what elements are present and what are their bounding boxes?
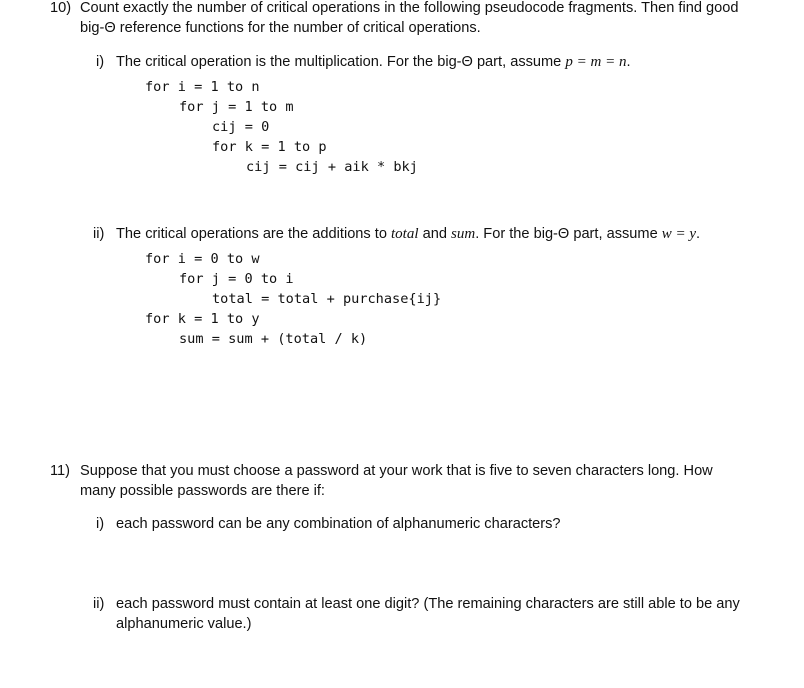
q10-part-ii-math-total: total (391, 226, 419, 242)
code-line: total = total + purchase{ij} (212, 291, 442, 307)
q11-part-ii-text-line-1: each password must contain at least one digit? (The remaining characters are still able to be any (116, 596, 740, 612)
q10-part-ii-text-a: The critical operations are the additions to (116, 226, 387, 242)
code-line: for i = 0 to w (145, 251, 260, 267)
q10-part-ii-text-b: and (422, 226, 447, 242)
q10-part-i-text: The critical operation is the multiplication. For the big-Θ part, assume (116, 54, 562, 70)
question-10-number: 10) (50, 0, 72, 16)
q10-part-ii-label: ii) (93, 226, 105, 242)
q10-part-i-math: p = m = n (565, 54, 627, 70)
code-line: sum = sum + (total / k) (179, 331, 368, 347)
code-line: for j = 0 to i (179, 271, 294, 287)
question-10-text-line-2: big-Θ reference functions for the number of critical operations. (80, 20, 481, 36)
q10-part-i-period: . (626, 54, 631, 70)
q11-part-ii-label: ii) (93, 596, 105, 612)
q10-part-ii-period: . (696, 226, 701, 242)
q10-part-ii-math-sum: sum (451, 226, 476, 242)
q10-part-ii-math-wy: w = y (661, 226, 697, 242)
code-line: for i = 1 to n (145, 79, 260, 95)
question-11-number: 11) (50, 463, 71, 479)
q10-part-ii-prompt (116, 225, 700, 243)
code-line: cij = 0 (212, 119, 270, 135)
q10-part-ii-text-c: . For the big-Θ part, assume (475, 226, 658, 242)
code-line: for j = 1 to m (179, 99, 294, 115)
q10-part-i-label: i) (96, 54, 105, 70)
question-10-text-line-1: Count exactly the number of critical operations in the following pseudocode fragments. Then find good (80, 0, 739, 16)
code-line: for k = 1 to p (212, 139, 327, 155)
question-11-text-line-1: Suppose that you must choose a password at your work that is five to seven characters long. How (80, 463, 713, 479)
q10-part-i-prompt (116, 53, 631, 71)
question-11-text-line-2: many possible passwords are there if: (80, 483, 325, 499)
q11-part-i-label: i) (96, 516, 105, 532)
q11-part-i-text: each password can be any combination of alphanumeric characters? (116, 516, 561, 532)
code-line: cij = cij + aik * bkj (246, 159, 418, 175)
q11-part-ii-text-line-2: alphanumeric value.) (116, 616, 252, 632)
code-line: for k = 1 to y (145, 311, 260, 327)
